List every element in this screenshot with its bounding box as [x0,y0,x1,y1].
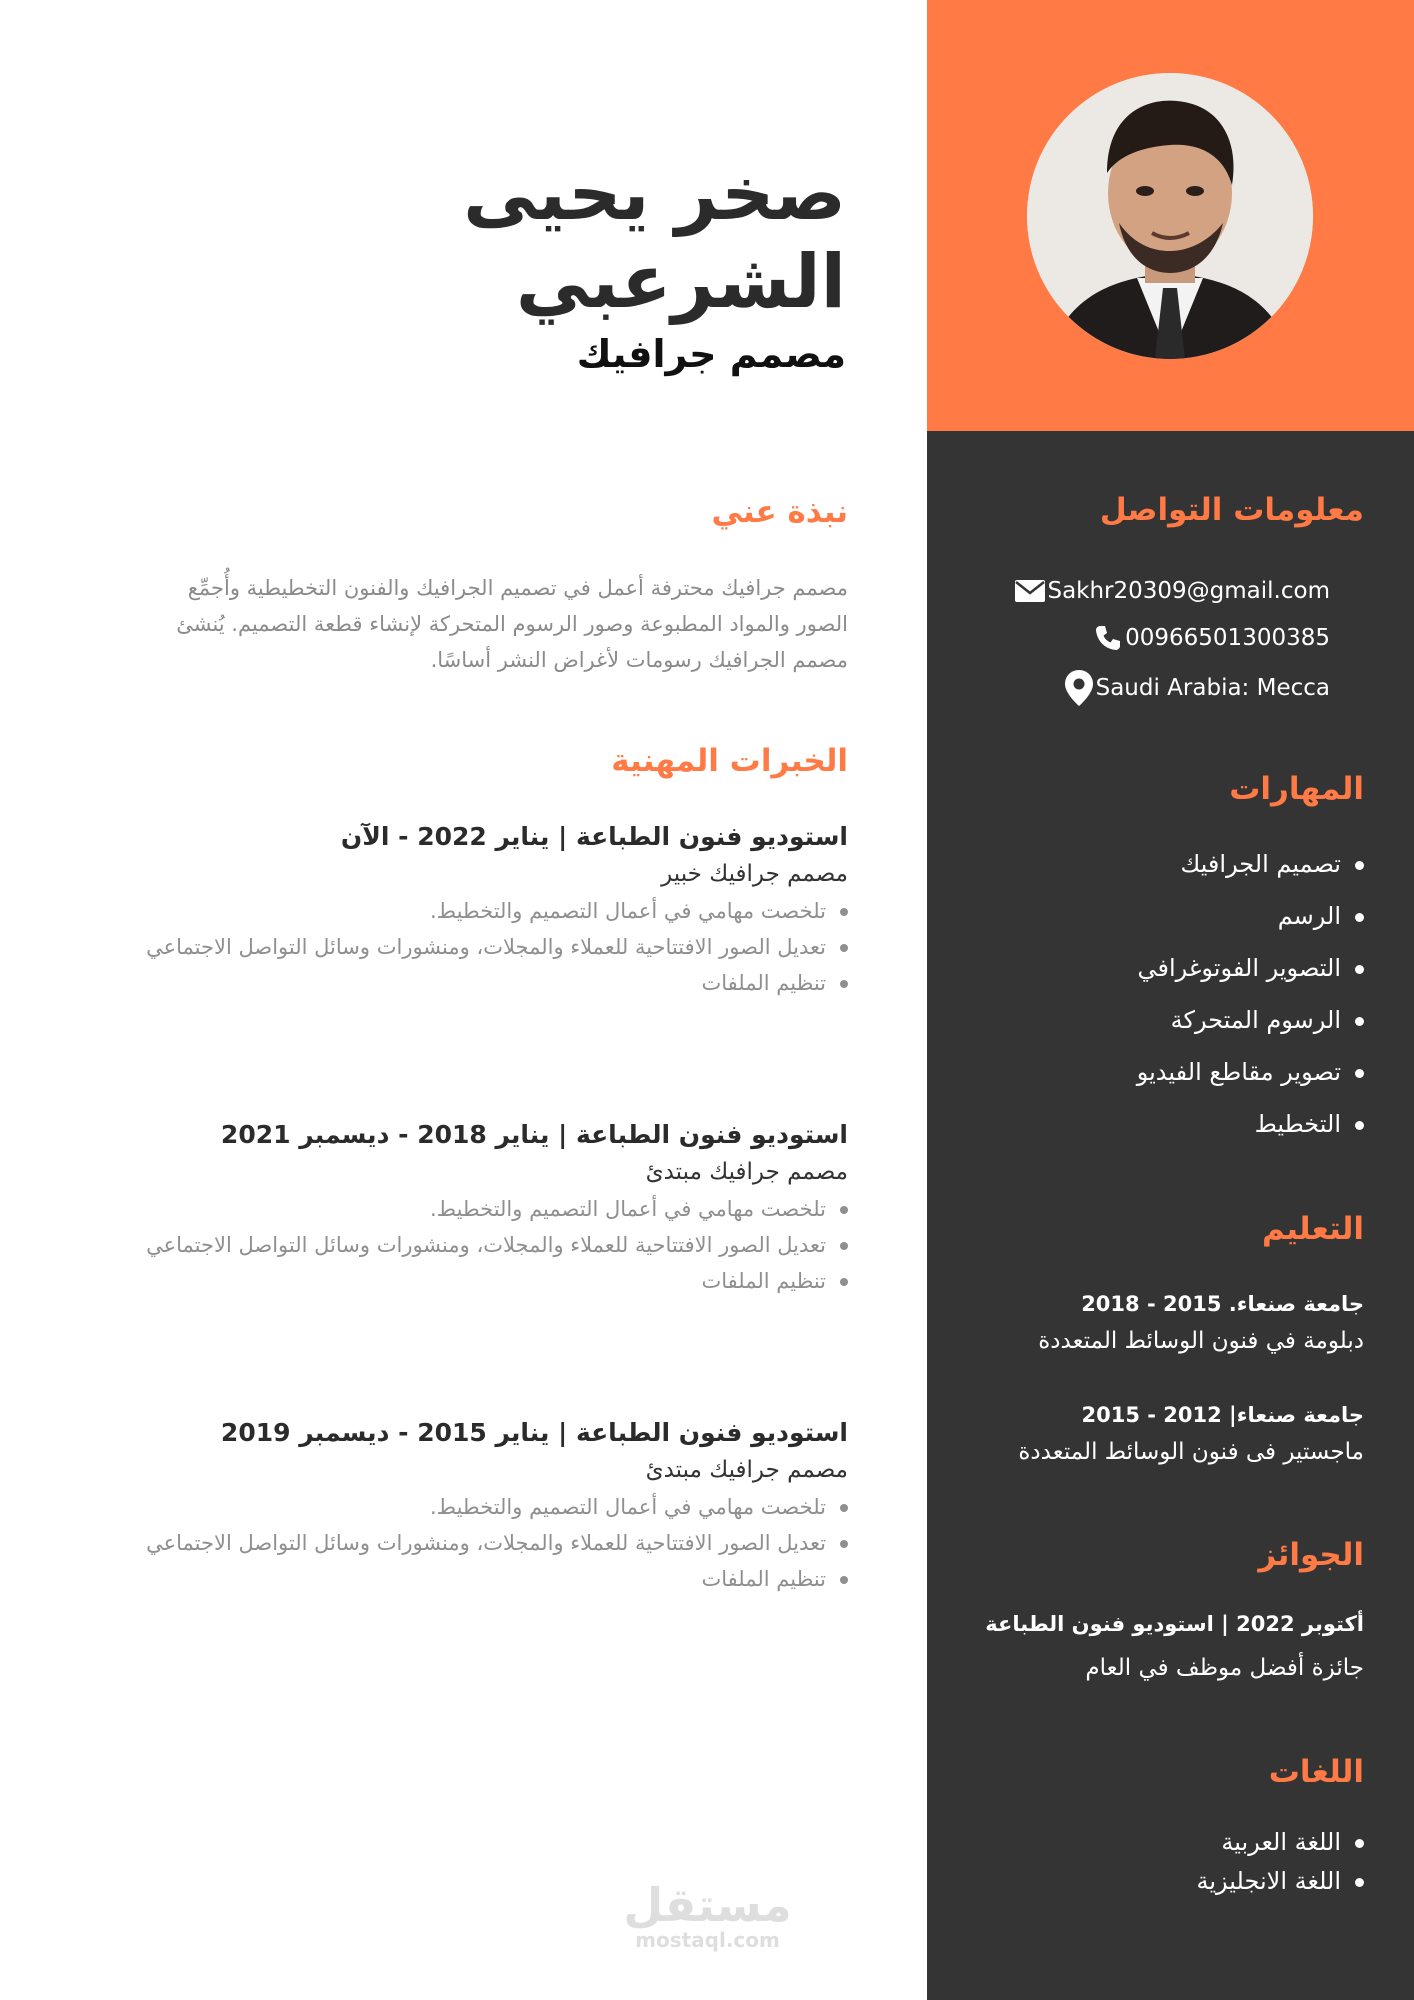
experience-role: مصمم جرافيك مبتدئ [645,1457,848,1483]
map-pin-icon [1062,671,1096,705]
phone-icon [1091,621,1125,655]
skill-item [1180,850,1364,878]
sidebar-header-band [927,0,1414,431]
envelope-icon [1013,574,1047,608]
bullet [1355,1878,1364,1887]
bullet [840,908,848,916]
experience-point: تنظيم الملفات [68,1561,848,1597]
experience-point: تعديل الصور الافتتاحية للعملاء والمجلات، ومنشورات وسائل التواصل الاجتماعي [68,1227,848,1263]
about-line: مصمم الجرافيك رسومات لأغراض النشر أساسًا. [430,648,848,672]
contact-location-row [1062,670,1364,706]
experience-point: تعديل الصور الافتتاحية للعملاء والمجلات، ومنشورات وسائل التواصل الاجتماعي [68,929,848,965]
skill-label: الرسوم المتحركة [1170,1006,1341,1034]
language-item [1196,1867,1364,1895]
experience-heading: استوديو فنون الطباعة | يناير 2022 - الآن [340,822,848,851]
experience-point: تنظيم الملفات [68,965,848,1001]
education-detail: دبلومة في فنون الوسائط المتعددة [1038,1328,1364,1354]
bullet [840,1576,848,1584]
skill-label: التخطيط [1254,1110,1341,1138]
about-line: الصور والمواد المطبوعة وصور الرسوم المتحركة لإنشاء قطعة التصميم. يُنشئ [176,612,848,636]
contact-location: Saudi Arabia: Mecca [1095,675,1330,701]
bullet [840,944,848,952]
watermark-logo [620,1878,795,1952]
bullet [840,1206,848,1214]
about-text [88,570,848,678]
experience-role: مصمم جرافيك مبتدئ [645,1159,848,1185]
bullet [840,1242,848,1250]
bullet [1355,1121,1364,1130]
skill-item [1137,1058,1364,1086]
bullet [1355,861,1364,870]
education-heading: جامعة صنعاء. 2015 - 2018 [1081,1292,1364,1316]
name-block [326,150,846,376]
bullet [1355,1017,1364,1026]
person-name-line2: الشرعبي [515,239,846,325]
languages-section-title: اللغات [1268,1754,1364,1790]
skill-item [1137,954,1364,982]
bullet [1355,965,1364,974]
job-title: مصمم جرافيك [576,332,846,376]
experience-item [68,1120,848,1299]
skill-label: التصوير الفوتوغرافي [1137,954,1341,982]
experience-section-title: الخبرات المهنية [611,743,848,779]
contact-phone-row [1091,620,1364,656]
awards-section-title: الجوائز [1258,1537,1364,1573]
about-section-title: نبذة عني [711,494,848,530]
skills-section-title: المهارات [1229,771,1364,807]
bullet [840,1278,848,1286]
experience-point: تلخصت مهامي في أعمال التصميم والتخطيط. [68,1191,848,1227]
contact-email[interactable]: Sakhr20309@gmail.com [1047,578,1330,604]
experience-point: تلخصت مهامي في أعمال التصميم والتخطيط. [68,1489,848,1525]
experience-points [68,1191,848,1299]
experience-point: تنظيم الملفات [68,1263,848,1299]
experience-point: تلخصت مهامي في أعمال التصميم والتخطيط. [68,893,848,929]
contact-phone[interactable]: 00966501300385 [1125,625,1330,651]
skill-item [1255,1110,1364,1138]
skill-label: الرسم [1277,902,1341,930]
experience-heading: استوديو فنون الطباعة | يناير 2018 - ديسمبر 2021 [220,1120,848,1149]
contact-email-row [1013,573,1364,609]
language-label: اللغة الانجليزية [1196,1867,1341,1895]
bullet [840,1540,848,1548]
sidebar [927,0,1414,2000]
about-line: مصمم جرافيك محترفة أعمل في تصميم الجرافيك والفنون التخطيطية وأُجمِّع [187,576,848,600]
experience-points [68,893,848,1001]
watermark-latin: mostaql.com [635,1928,780,1952]
profile-photo [1027,73,1313,359]
contact-section-title: معلومات التواصل [1099,492,1364,528]
bullet [1355,1069,1364,1078]
experience-heading: استوديو فنون الطباعة | يناير 2015 - ديسمبر 2019 [220,1418,848,1447]
person-name-line1: صخر يحيى [463,151,846,237]
experience-item [68,1418,848,1597]
award-detail: جائزة أفضل موظف في العام [1085,1655,1364,1681]
bullet [1355,1839,1364,1848]
bullet [840,1504,848,1512]
bullet [840,980,848,988]
language-item [1221,1828,1364,1856]
experience-item [68,822,848,1001]
skill-label: تصوير مقاطع الفيديو [1136,1058,1341,1086]
skill-label: تصميم الجرافيك [1180,850,1341,878]
award-heading: أكتوبر 2022 | استوديو فنون الطباعة [985,1612,1364,1636]
experience-role: مصمم جرافيك خبير [661,861,848,887]
education-section-title: التعليم [1261,1211,1364,1247]
skill-item [1278,902,1364,930]
education-detail: ماجستير فى فنون الوسائط المتعددة [1018,1439,1364,1465]
education-heading: جامعة صنعاء| 2012 - 2015 [1081,1403,1364,1427]
language-label: اللغة العربية [1221,1828,1341,1856]
watermark-arabic: مستقل [623,1878,792,1932]
experience-points [68,1489,848,1597]
bullet [1355,913,1364,922]
experience-point: تعديل الصور الافتتاحية للعملاء والمجلات، ومنشورات وسائل التواصل الاجتماعي [68,1525,848,1561]
skill-item [1171,1006,1364,1034]
